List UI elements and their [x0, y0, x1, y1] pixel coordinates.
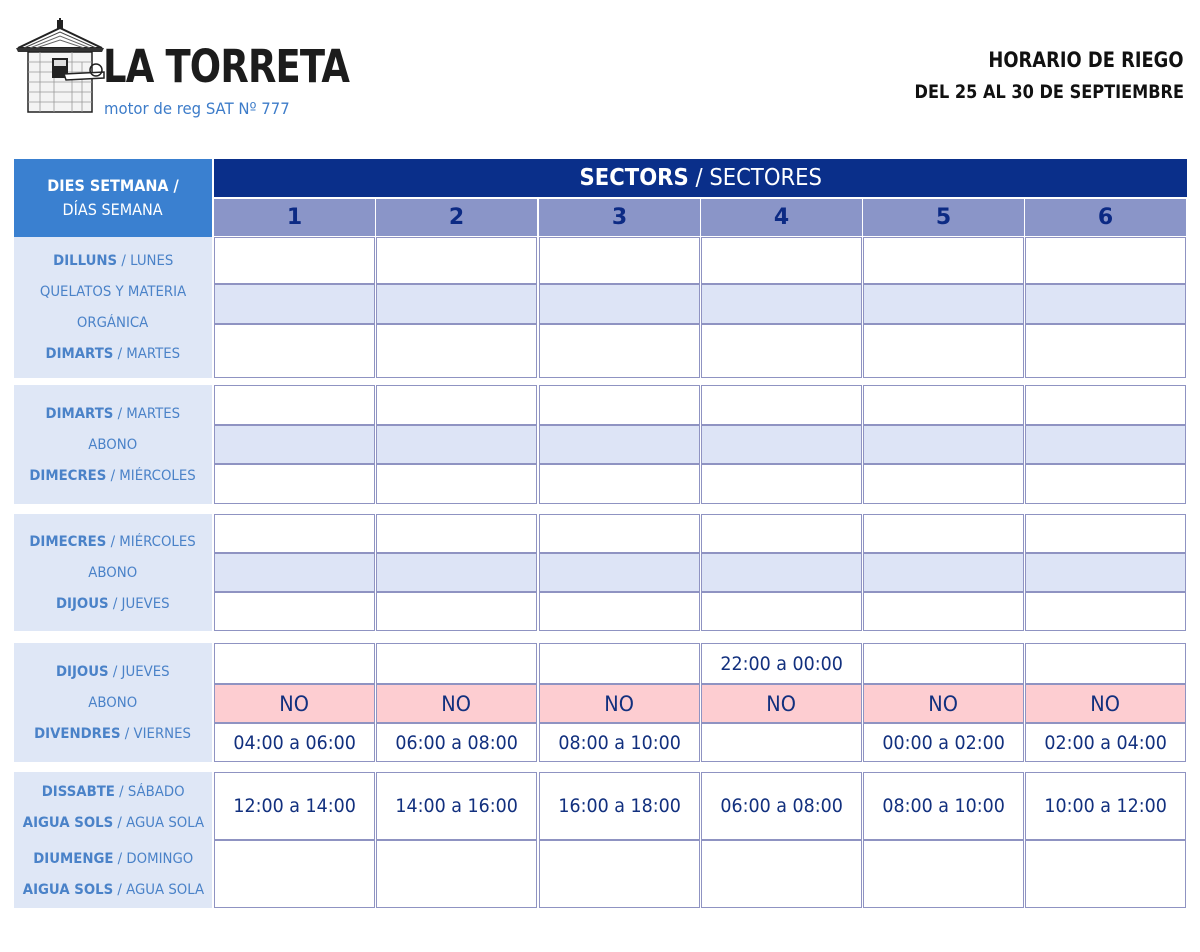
empty-cell — [1025, 237, 1186, 284]
empty-cell — [863, 237, 1024, 284]
empty-cell — [863, 284, 1024, 324]
empty-cell — [863, 592, 1024, 631]
cell-text: 22:00 a 00:00 — [720, 652, 843, 675]
empty-cell — [701, 553, 862, 592]
day-label-text: / MARTES — [113, 346, 181, 362]
days-column-header — [14, 159, 212, 237]
empty-cell — [376, 464, 537, 504]
no-irrigation-cell — [1025, 684, 1186, 723]
empty-cell — [214, 840, 375, 908]
empty-cell — [539, 643, 700, 684]
cell-text: 08:00 a 10:00 — [882, 795, 1005, 817]
day-label-bold: DILLUNS — [52, 253, 117, 269]
day-label-line — [14, 782, 212, 802]
day-label-line — [14, 404, 212, 424]
day-label-text: / AGUA SOLA — [112, 815, 204, 831]
sector-number-6: 6 — [1025, 199, 1186, 236]
logo-subtitle: motor de reg SAT Nº 777 — [104, 99, 290, 118]
time-slot-cell — [376, 772, 537, 840]
day-label-text: / SÁBADO — [114, 784, 185, 800]
empty-cell — [214, 324, 375, 378]
empty-cell — [701, 237, 862, 284]
empty-cell — [701, 723, 862, 762]
days-header-spanish: DÍAS SEMANA — [62, 200, 164, 219]
empty-cell — [701, 592, 862, 631]
tower-logo-icon — [14, 18, 106, 114]
empty-cell — [863, 425, 1024, 464]
empty-cell — [539, 553, 700, 592]
time-slot-cell — [863, 772, 1024, 840]
empty-cell — [539, 324, 700, 378]
date-range: DEL 25 AL 30 DE SEPTIEMBRE — [914, 81, 1184, 103]
time-slot-cell — [701, 643, 862, 684]
empty-cell — [214, 514, 375, 553]
day-label-text: / MIÉRCOLES — [106, 468, 197, 484]
day-label-block — [14, 385, 212, 504]
sectors-header-spanish: / SECTORES — [688, 165, 822, 191]
empty-cell — [863, 553, 1024, 592]
cell-text: NO — [604, 691, 635, 716]
day-label-text: ORGÁNICA — [77, 315, 149, 331]
day-label-text: ABONO — [88, 695, 138, 711]
time-slot-cell — [539, 772, 700, 840]
empty-cell — [376, 840, 537, 908]
empty-cell — [701, 284, 862, 324]
empty-cell — [863, 324, 1024, 378]
day-label-text: / DOMINGO — [113, 851, 194, 867]
day-label-bold: DIMECRES — [29, 468, 107, 484]
empty-cell — [376, 425, 537, 464]
day-label-bold: AIGUA SOLS — [22, 882, 113, 898]
page-title: HORARIO DE RIEGO — [988, 48, 1184, 72]
day-label-bold: DIVENDRES — [34, 726, 122, 742]
cell-text: NO — [279, 691, 310, 716]
day-label-line — [14, 313, 212, 333]
day-label-line — [14, 594, 212, 614]
cell-text: NO — [766, 691, 797, 716]
empty-cell — [214, 425, 375, 464]
day-label-line — [14, 282, 212, 302]
day-label-text: / MARTES — [113, 406, 181, 422]
empty-cell — [1025, 324, 1186, 378]
empty-cell — [1025, 425, 1186, 464]
empty-cell — [539, 514, 700, 553]
empty-cell — [1025, 284, 1186, 324]
sector-number-3: 3 — [539, 199, 700, 236]
day-label-text: QUELATOS Y MATERIA — [39, 284, 187, 300]
cell-text: 14:00 a 16:00 — [395, 795, 518, 817]
day-label-bold: DIUMENGE — [32, 851, 114, 867]
empty-cell — [539, 284, 700, 324]
sectors-header-catalan: SECTORS — [579, 165, 689, 191]
time-slot-cell — [863, 723, 1024, 762]
empty-cell — [863, 385, 1024, 425]
day-label-bold: DIMECRES — [29, 534, 107, 550]
day-label-bold: DIJOUS — [56, 596, 109, 612]
empty-cell — [863, 643, 1024, 684]
empty-cell — [376, 385, 537, 425]
day-label-text: / AGUA SOLA — [112, 882, 204, 898]
empty-cell — [701, 385, 862, 425]
cell-text: NO — [1090, 691, 1121, 716]
cell-text: 06:00 a 08:00 — [395, 731, 518, 754]
day-label-text: / LUNES — [116, 253, 174, 269]
empty-cell — [539, 592, 700, 631]
empty-cell — [376, 514, 537, 553]
cell-text: 10:00 a 12:00 — [1044, 795, 1167, 817]
no-irrigation-cell — [214, 684, 375, 723]
time-slot-cell — [539, 723, 700, 762]
empty-cell — [214, 284, 375, 324]
cell-text: 00:00 a 02:00 — [882, 731, 1005, 754]
sector-number-2: 2 — [376, 199, 537, 236]
time-slot-cell — [214, 772, 375, 840]
day-label-line — [14, 344, 212, 364]
cell-text: 16:00 a 18:00 — [558, 795, 681, 817]
empty-cell — [701, 324, 862, 378]
empty-cell — [214, 385, 375, 425]
empty-cell — [214, 237, 375, 284]
day-label-text: ABONO — [88, 565, 138, 581]
empty-cell — [214, 553, 375, 592]
day-label-line — [14, 849, 212, 869]
time-slot-cell — [1025, 772, 1186, 840]
time-slot-cell — [376, 723, 537, 762]
empty-cell — [1025, 514, 1186, 553]
time-slot-cell — [1025, 723, 1186, 762]
day-label-line — [14, 466, 212, 486]
day-label-bold: DISSABTE — [41, 784, 115, 800]
day-label-block — [14, 237, 212, 378]
empty-cell — [376, 592, 537, 631]
cell-text: NO — [928, 691, 959, 716]
empty-cell — [539, 425, 700, 464]
no-irrigation-cell — [376, 684, 537, 723]
day-label-line — [14, 532, 212, 552]
empty-cell — [863, 464, 1024, 504]
empty-cell — [376, 324, 537, 378]
day-label-line — [14, 563, 212, 583]
day-label-line — [14, 724, 212, 744]
sector-number-1: 1 — [214, 199, 375, 236]
cell-text: 08:00 a 10:00 — [558, 731, 681, 754]
empty-cell — [376, 553, 537, 592]
empty-cell — [1025, 840, 1186, 908]
no-irrigation-cell — [701, 684, 862, 723]
sectors-header — [214, 159, 1187, 197]
time-slot-cell — [701, 772, 862, 840]
day-label-text: ABONO — [88, 437, 138, 453]
day-label-line — [14, 662, 212, 682]
empty-cell — [863, 514, 1024, 553]
day-label-line — [14, 435, 212, 455]
day-label-line — [14, 880, 212, 900]
logo-title: LA TORRETA — [103, 40, 350, 93]
day-label-block — [14, 772, 212, 908]
sector-number-4: 4 — [701, 199, 862, 236]
empty-cell — [701, 514, 862, 553]
empty-cell — [376, 284, 537, 324]
cell-text: 02:00 a 04:00 — [1044, 731, 1167, 754]
day-label-bold: DIJOUS — [56, 664, 109, 680]
empty-cell — [863, 840, 1024, 908]
empty-cell — [214, 643, 375, 684]
empty-cell — [376, 237, 537, 284]
day-label-bold: AIGUA SOLS — [22, 815, 113, 831]
no-irrigation-cell — [539, 684, 700, 723]
day-label-line — [14, 251, 212, 271]
day-label-text: / VIERNES — [121, 726, 192, 742]
empty-cell — [539, 464, 700, 504]
empty-cell — [701, 425, 862, 464]
day-label-line — [14, 813, 212, 833]
empty-cell — [539, 385, 700, 425]
day-label-text: / MIÉRCOLES — [106, 534, 197, 550]
time-slot-cell — [214, 723, 375, 762]
day-label-block — [14, 514, 212, 631]
empty-cell — [701, 464, 862, 504]
empty-cell — [539, 840, 700, 908]
empty-cell — [1025, 385, 1186, 425]
day-label-line — [14, 693, 212, 713]
empty-cell — [214, 464, 375, 504]
days-header-catalan: DIES SETMANA / — [47, 176, 179, 195]
empty-cell — [1025, 553, 1186, 592]
cell-text: NO — [441, 691, 472, 716]
cell-text: 04:00 a 06:00 — [233, 731, 356, 754]
empty-cell — [539, 237, 700, 284]
empty-cell — [1025, 592, 1186, 631]
empty-cell — [1025, 643, 1186, 684]
empty-cell — [376, 643, 537, 684]
cell-text: 06:00 a 08:00 — [720, 795, 843, 817]
day-label-bold: DIMARTS — [45, 346, 114, 362]
day-label-block — [14, 643, 212, 762]
day-label-text: / JUEVES — [108, 596, 170, 612]
cell-text: 12:00 a 14:00 — [233, 795, 356, 817]
empty-cell — [701, 840, 862, 908]
sector-number-5: 5 — [863, 199, 1024, 236]
day-label-text: / JUEVES — [108, 664, 170, 680]
empty-cell — [214, 592, 375, 631]
day-label-bold: DIMARTS — [45, 406, 114, 422]
empty-cell — [1025, 464, 1186, 504]
no-irrigation-cell — [863, 684, 1024, 723]
